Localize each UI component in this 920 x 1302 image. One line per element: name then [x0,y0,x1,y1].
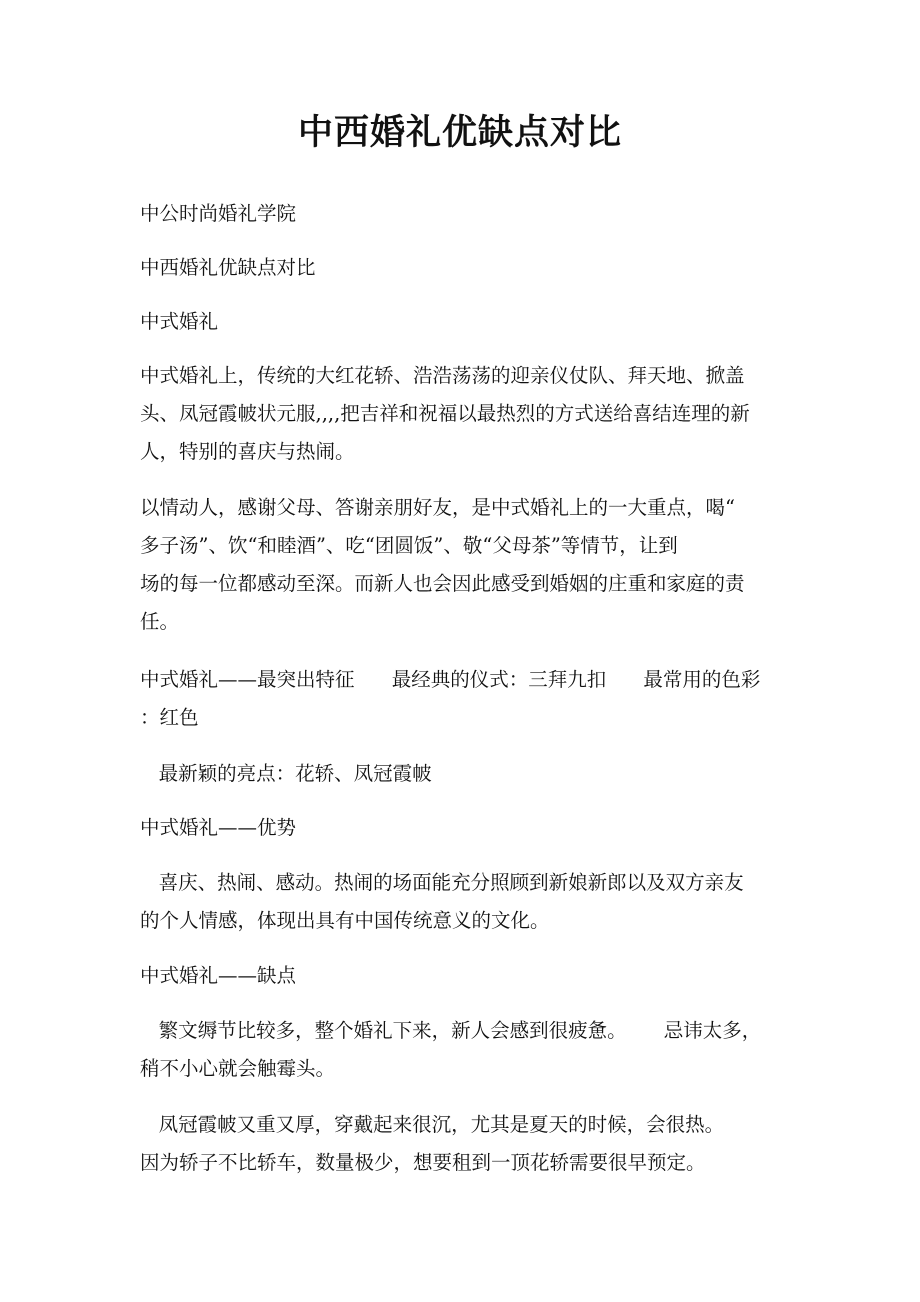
paragraph-body [140,1106,784,1182]
text-line: 凤冠霞帔又重又厚，穿戴起来很沉，尤其是夏天的时候，会很热。 [140,1113,725,1136]
paragraph-subtitle [140,249,784,287]
paragraph-body [140,864,784,940]
text-line: 因为轿子不比轿车，数量极少，想要租到一顶花轿需要很早预定。 [140,1151,706,1174]
text-line: 中式婚礼 [140,310,219,333]
paragraph-body [140,1012,784,1088]
paragraph-body [140,489,784,641]
text-line: 稍不小心就会触霉头。 [140,1057,336,1080]
paragraph-section-heading [140,809,784,847]
paragraph-features [140,661,784,737]
text-line: 中式婚礼上，传统的大红花轿、浩浩荡荡的迎亲仪仗队、拜天地、掀盖 [140,364,745,387]
text-line: 喜庆、热闹、感动。热闹的场面能充分照顾到新娘新郎以及双方亲友 [140,871,744,894]
paragraph-section-heading [140,957,784,995]
paragraph-publisher [140,195,784,233]
text-line: ：红色 [140,706,199,729]
text-line: 中式婚礼——缺点 [140,964,297,987]
text-line: 场的每一位都感动至深。而新人也会因此感受到婚姻的庄重和家庭的责 [140,572,745,595]
text-line: 的个人情感，体现出具有中国传统意义的文化。 [140,909,550,932]
text-line: 繁文缛节比较多，整个婚礼下来，新人会感到很疲惫。 忌讳太多， [140,1019,762,1042]
text-line: 以情动人，感谢父母、答谢亲朋好友，是中式婚礼上的一大重点，喝“ [140,496,735,519]
text-line: 任。 [140,610,180,633]
text-line: 头、凤冠霞帔状元服,,,,把吉祥和祝福以最热烈的方式送给喜结连理的新 [140,402,750,425]
paragraph-body [140,357,784,471]
document-title: 中西婚礼优缺点对比 [297,112,622,153]
paragraph-section-heading [140,303,784,341]
text-line: 中公时尚婚礼学院 [140,202,297,225]
paragraph-highlight [140,755,784,793]
text-line: 中式婚礼——优势 [140,816,297,839]
text-line: 中式婚礼——最突出特征 最经典的仪式：三拜九扣 最常用的色彩 [140,668,761,691]
text-line: 中西婚礼优缺点对比 [140,256,316,279]
text-line: 多子汤”、饮“和睦酒”、吃“团圆饭”、敬“父母茶”等情节，让到 [140,534,678,557]
text-line: 人，特别的喜庆与热闹。 [140,440,355,463]
text-line: 最新颖的亮点：花轿、凤冠霞帔 [140,762,432,785]
